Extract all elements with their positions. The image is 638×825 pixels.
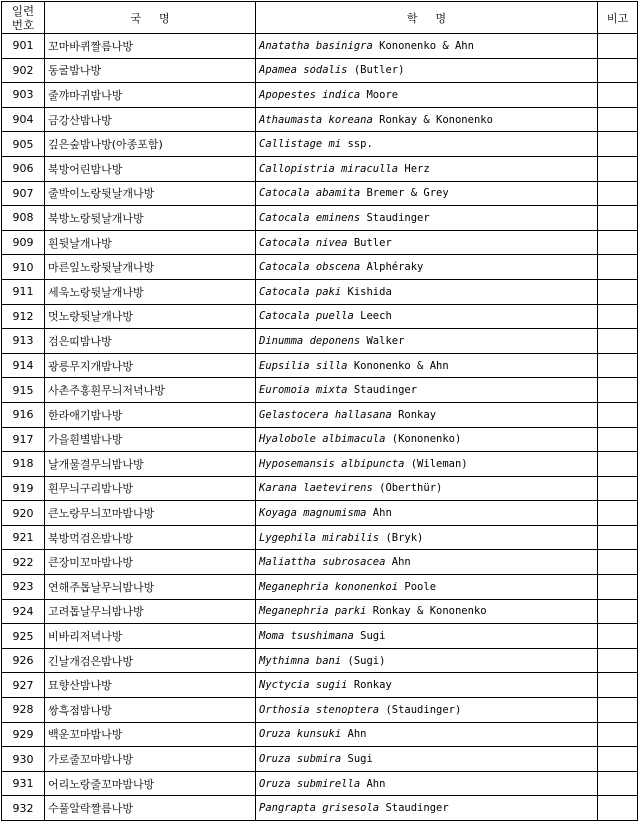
scientific-name-cell — [256, 206, 598, 231]
table-row — [2, 156, 638, 181]
korean-name-cell: 깊은숲밤나방(아종포함) — [45, 132, 256, 157]
remarks-cell — [598, 599, 638, 624]
serial-number-cell: 906 — [2, 156, 45, 181]
author-text: Walker — [366, 334, 405, 347]
korean-name-cell: 흰무늬구리밤나방 — [45, 476, 256, 501]
serial-number-cell: 913 — [2, 329, 45, 354]
serial-number-cell: 910 — [2, 255, 45, 280]
genus-species-text: Koyaga magnumisma — [259, 507, 367, 520]
serial-number-cell: 901 — [2, 34, 45, 59]
genus-species-text: Catocala eminens — [259, 211, 361, 224]
genus-species-text: Meganephria parki — [259, 605, 367, 618]
serial-number-cell: 903 — [2, 83, 45, 108]
author-text: Leech — [360, 310, 392, 323]
scientific-name-cell — [256, 255, 598, 280]
korean-name-cell: 흰뒷날개나방 — [45, 230, 256, 255]
korean-name-cell: 사촌주홍흰무늬저녁나방 — [45, 378, 256, 403]
serial-number-cell: 918 — [2, 452, 45, 477]
author-text: Kononenko & Ahn — [353, 359, 449, 372]
serial-number-cell: 927 — [2, 673, 45, 698]
korean-name-cell: 줄박이노랑뒷날개나방 — [45, 181, 256, 206]
author-text: Ahn — [347, 728, 367, 741]
scientific-name-cell — [256, 181, 598, 206]
table-row — [2, 673, 638, 698]
remarks-header: 비고 — [598, 2, 638, 34]
genus-species-text: Euromoia mixta — [259, 384, 348, 397]
scientific-name-cell — [256, 648, 598, 673]
author-text: Staudinger — [366, 211, 430, 224]
remarks-cell — [598, 747, 638, 772]
remarks-cell — [598, 206, 638, 231]
genus-species-text: Eupsilia silla — [259, 359, 348, 372]
scientific-name-cell — [256, 599, 598, 624]
author-text: Staudinger — [353, 384, 418, 397]
author-text: Poole — [404, 580, 437, 593]
scientific-name-header-char1: 학 — [406, 11, 418, 25]
author-text: (Oberthür) — [379, 482, 443, 495]
remarks-cell — [598, 476, 638, 501]
author-text: Ahn — [366, 777, 386, 790]
korean-name-cell: 큰장미꼬마밤나방 — [45, 550, 256, 575]
scientific-name-cell — [256, 673, 598, 698]
author-text: (Staudinger) — [385, 703, 462, 716]
korean-name-cell: 북방어린밤나방 — [45, 156, 256, 181]
species-table — [1, 1, 638, 821]
author-text: Herz — [404, 162, 430, 175]
korean-name-cell: 검은띠밤나방 — [45, 329, 256, 354]
serial-number-cell: 904 — [2, 107, 45, 132]
author-text: (Butler) — [353, 64, 405, 77]
table-row — [2, 230, 638, 255]
serial-number-cell: 922 — [2, 550, 45, 575]
serial-number-cell: 914 — [2, 353, 45, 378]
korean-name-header-char2: 명 — [159, 11, 170, 25]
remarks-cell — [598, 279, 638, 304]
korean-name-cell: 가을흰별밤나방 — [45, 427, 256, 452]
korean-name-cell: 마른잎노랑뒷날개나방 — [45, 255, 256, 280]
korean-name-cell: 고려톱날무늬밤나방 — [45, 599, 256, 624]
serial-number-cell: 916 — [2, 402, 45, 427]
table-row — [2, 550, 638, 575]
table-row — [2, 722, 638, 747]
table-row — [2, 575, 638, 600]
author-text: Ronkay & Kononenko — [372, 605, 487, 618]
serial-number-cell: 928 — [2, 698, 45, 723]
remarks-cell — [598, 304, 638, 329]
genus-species-text: Karana laetevirens — [259, 482, 373, 495]
scientific-name-cell — [256, 722, 598, 747]
author-text: ssp. — [347, 138, 373, 151]
table-row — [2, 353, 638, 378]
table-row — [2, 34, 638, 59]
remarks-cell — [598, 796, 638, 821]
genus-species-text: Catocala abamita — [259, 187, 361, 200]
serial-number-cell: 907 — [2, 181, 45, 206]
remarks-cell — [598, 427, 638, 452]
genus-species-text: Moma tsushimana — [259, 630, 354, 643]
scientific-name-cell — [256, 747, 598, 772]
genus-species-text: Catocala obscena — [259, 261, 361, 274]
table-row — [2, 58, 638, 83]
remarks-cell — [598, 378, 638, 403]
remarks-cell — [598, 83, 638, 108]
genus-species-text: Callopistria miraculla — [259, 162, 399, 175]
genus-species-text: Gelastocera hallasana — [259, 408, 392, 421]
korean-name-cell: 세욱노랑뒷날개나방 — [45, 279, 256, 304]
genus-species-text: Pangrapta grisesola — [259, 802, 380, 815]
header-row — [2, 2, 638, 34]
korean-name-cell: 꼬마바퀴짤름나방 — [45, 34, 256, 59]
remarks-cell — [598, 501, 638, 526]
table-row — [2, 698, 638, 723]
scientific-name-cell — [256, 34, 598, 59]
scientific-name-cell — [256, 698, 598, 723]
table-row — [2, 624, 638, 649]
table-row — [2, 132, 638, 157]
remarks-cell — [598, 230, 638, 255]
scientific-name-cell — [256, 550, 598, 575]
author-text: Ronkay — [353, 679, 392, 692]
table-row — [2, 279, 638, 304]
serial-number-cell: 920 — [2, 501, 45, 526]
serial-number-cell: 925 — [2, 624, 45, 649]
table-row — [2, 476, 638, 501]
scientific-name-cell — [256, 402, 598, 427]
remarks-cell — [598, 402, 638, 427]
korean-name-cell: 한라애기밤나방 — [45, 402, 256, 427]
scientific-name-cell — [256, 575, 598, 600]
serial-number-cell: 905 — [2, 132, 45, 157]
table-row — [2, 747, 638, 772]
author-text: Kishida — [347, 285, 392, 298]
korean-name-cell: 수풀알락짤름나방 — [45, 796, 256, 821]
genus-species-text: Orthosia stenoptera — [259, 703, 380, 716]
remarks-cell — [598, 329, 638, 354]
author-text: Ronkay — [398, 408, 437, 421]
author-text: (Wileman) — [410, 457, 468, 470]
scientific-name-cell — [256, 476, 598, 501]
serial-number-header-line2: 번호 — [11, 17, 35, 32]
genus-species-text: Catocala puella — [259, 310, 354, 323]
serial-number-cell: 924 — [2, 599, 45, 624]
table-row — [2, 599, 638, 624]
remarks-cell — [598, 624, 638, 649]
scientific-name-cell — [256, 83, 598, 108]
scientific-name-cell — [256, 230, 598, 255]
remarks-cell — [598, 107, 638, 132]
genus-species-text: Hyposemansis albipuncta — [259, 457, 405, 470]
table-row — [2, 796, 638, 821]
genus-species-text: Dinumma deponens — [259, 334, 361, 347]
serial-number-cell: 923 — [2, 575, 45, 600]
table-row — [2, 525, 638, 550]
genus-species-text: Athaumasta koreana — [259, 113, 373, 126]
korean-name-cell: 큰노랑무늬꼬마밤나방 — [45, 501, 256, 526]
remarks-cell — [598, 156, 638, 181]
korean-name-header — [45, 2, 256, 34]
remarks-cell — [598, 550, 638, 575]
korean-name-cell: 멋노랑뒷날개나방 — [45, 304, 256, 329]
scientific-name-cell — [256, 771, 598, 796]
author-text: Staudinger — [385, 802, 449, 815]
remarks-cell — [598, 673, 638, 698]
remarks-cell — [598, 698, 638, 723]
serial-number-cell: 930 — [2, 747, 45, 772]
serial-number-cell: 919 — [2, 476, 45, 501]
author-text: Sugi — [347, 753, 373, 766]
scientific-name-header-char2: 명 — [435, 11, 447, 25]
scientific-name-cell — [256, 329, 598, 354]
author-text: Ahn — [391, 556, 411, 569]
korean-name-cell: 북방노랑뒷날개나방 — [45, 206, 256, 231]
korean-name-cell: 날개물결무늬밤나방 — [45, 452, 256, 477]
serial-number-header — [2, 2, 45, 34]
remarks-cell — [598, 34, 638, 59]
serial-number-cell: 915 — [2, 378, 45, 403]
author-text: Sugi — [360, 630, 386, 643]
genus-species-text: Maliattha subrosacea — [259, 556, 386, 569]
remarks-cell — [598, 181, 638, 206]
genus-species-text: Anatatha basinigra — [259, 39, 373, 52]
scientific-name-cell — [256, 452, 598, 477]
table-row — [2, 427, 638, 452]
remarks-cell — [598, 771, 638, 796]
scientific-name-cell — [256, 353, 598, 378]
serial-number-cell: 921 — [2, 525, 45, 550]
genus-species-text: Oruza submira — [259, 753, 342, 766]
genus-species-text: Nyctycia sugii — [259, 679, 348, 692]
author-text: Bremer & Grey — [366, 187, 449, 200]
korean-name-header-char1: 국 — [130, 11, 141, 25]
scientific-name-cell — [256, 525, 598, 550]
scientific-name-cell — [256, 501, 598, 526]
genus-species-text: Oruza submirella — [259, 777, 361, 790]
korean-name-cell: 북방먹검은밤나방 — [45, 525, 256, 550]
korean-name-cell: 묘향산밤나방 — [45, 673, 256, 698]
korean-name-cell: 동굴밤나방 — [45, 58, 256, 83]
serial-number-cell: 902 — [2, 58, 45, 83]
serial-number-cell: 929 — [2, 722, 45, 747]
serial-number-cell: 926 — [2, 648, 45, 673]
serial-number-cell: 931 — [2, 771, 45, 796]
author-text: Butler — [353, 236, 392, 249]
korean-name-cell: 긴날개검은밤나방 — [45, 648, 256, 673]
author-text: Ronkay & Kononenko — [379, 113, 493, 126]
serial-number-header-line1: 일련 — [11, 3, 35, 18]
table-row — [2, 181, 638, 206]
serial-number-cell: 911 — [2, 279, 45, 304]
korean-name-cell: 줄꺄마귀밤나방 — [45, 83, 256, 108]
scientific-name-cell — [256, 58, 598, 83]
remarks-cell — [598, 255, 638, 280]
scientific-name-cell — [256, 624, 598, 649]
table-row — [2, 255, 638, 280]
scientific-name-cell — [256, 796, 598, 821]
korean-name-cell: 가로줄꼬마밤나방 — [45, 747, 256, 772]
korean-name-cell: 쌍흑점밤나방 — [45, 698, 256, 723]
table-row — [2, 648, 638, 673]
scientific-name-cell — [256, 156, 598, 181]
korean-name-cell: 백운꼬마밤나방 — [45, 722, 256, 747]
remarks-cell — [598, 452, 638, 477]
scientific-name-cell — [256, 107, 598, 132]
table-row — [2, 771, 638, 796]
genus-species-text: Apamea sodalis — [259, 64, 348, 77]
table-row — [2, 378, 638, 403]
scientific-name-cell — [256, 279, 598, 304]
remarks-cell — [598, 648, 638, 673]
korean-name-cell: 어리노랑줄꼬마밤나방 — [45, 771, 256, 796]
author-text: Ahn — [372, 507, 392, 520]
genus-species-text: Hyalobole albimacula — [259, 433, 386, 446]
table-row — [2, 107, 638, 132]
korean-name-cell: 금강산밤나방 — [45, 107, 256, 132]
author-text: Moore — [366, 88, 399, 101]
serial-number-cell: 912 — [2, 304, 45, 329]
genus-species-text: Apopestes indica — [259, 88, 361, 101]
author-text: (Bryk) — [385, 531, 424, 544]
genus-species-text: Oruza kunsuki — [259, 728, 342, 741]
scientific-name-cell — [256, 304, 598, 329]
genus-species-text: Mythimna bani — [259, 654, 342, 667]
genus-species-text: Meganephria kononenkoi — [259, 580, 399, 593]
remarks-cell — [598, 722, 638, 747]
table-row — [2, 304, 638, 329]
serial-number-cell: 909 — [2, 230, 45, 255]
table-row — [2, 83, 638, 108]
remarks-cell — [598, 575, 638, 600]
remarks-cell — [598, 132, 638, 157]
korean-name-cell: 연해주톱날무늬밤나방 — [45, 575, 256, 600]
scientific-name-cell — [256, 132, 598, 157]
author-text: Alphéraky — [366, 261, 424, 274]
korean-name-cell: 비바리저녁나방 — [45, 624, 256, 649]
serial-number-cell: 932 — [2, 796, 45, 821]
scientific-name-cell — [256, 378, 598, 403]
genus-species-text: Catocala nivea — [259, 236, 348, 249]
scientific-name-header — [256, 2, 598, 34]
remarks-cell — [598, 58, 638, 83]
table-row — [2, 329, 638, 354]
table-row — [2, 206, 638, 231]
author-text: (Sugi) — [347, 654, 386, 667]
remarks-cell — [598, 353, 638, 378]
serial-number-cell: 917 — [2, 427, 45, 452]
remarks-cell — [598, 525, 638, 550]
serial-number-cell: 908 — [2, 206, 45, 231]
scientific-name-cell — [256, 427, 598, 452]
genus-species-text: Catocala paki — [259, 285, 342, 298]
author-text: (Kononenko) — [391, 433, 462, 446]
genus-species-text: Callistage mi — [259, 138, 342, 151]
korean-name-cell: 광릉무지개밤나방 — [45, 353, 256, 378]
author-text: Kononenko & Ahn — [379, 39, 474, 52]
table-row — [2, 452, 638, 477]
table-row — [2, 402, 638, 427]
genus-species-text: Lygephila mirabilis — [259, 531, 380, 544]
table-row — [2, 501, 638, 526]
